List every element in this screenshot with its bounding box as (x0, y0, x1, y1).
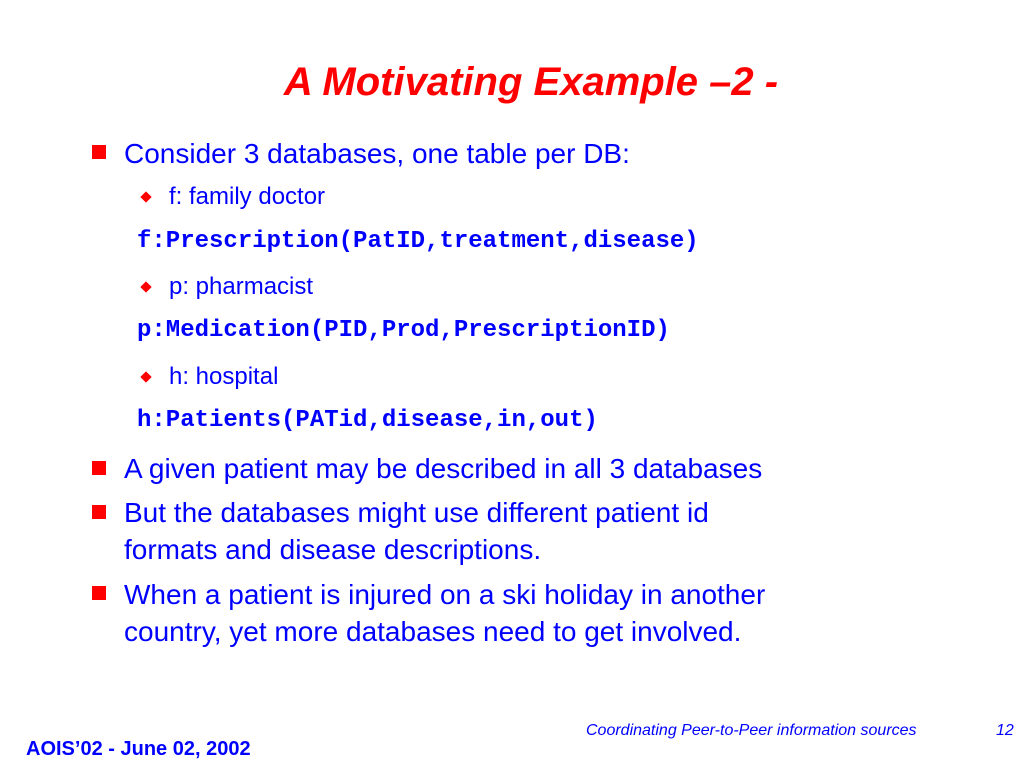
slide-title: A Motivating Example –2 - (283, 60, 779, 104)
bullet-text: A given patient may be described in all 3 databases (124, 453, 763, 484)
bullet-text: But the databases might use different patient id (124, 497, 709, 528)
footer-title: Coordinating Peer-to-Peer information sources (586, 722, 917, 739)
bullet-text: Consider 3 databases, one table per DB: (124, 138, 630, 169)
bullet-square-icon (92, 461, 106, 475)
sub-bullet-text: p: pharmacist (169, 273, 314, 300)
bullet-text: formats and disease descriptions. (124, 534, 542, 565)
bullet-diamond-icon (140, 281, 151, 292)
schema-code: f:Prescription(PatID,treatment,disease) (137, 228, 699, 255)
bullet-square-icon (92, 505, 106, 519)
page-number: 12 (996, 722, 1014, 739)
footer-conference: AOIS’02 - June 02, 2002 (26, 738, 251, 760)
sub-bullet-text: h: hospital (169, 363, 279, 390)
sub-bullet-text: f: family doctor (169, 183, 326, 210)
bullet-square-icon (92, 145, 106, 159)
schema-code: h:Patients(PATid,disease,in,out) (137, 407, 598, 434)
bullet-square-icon (92, 586, 106, 600)
schema-code: p:Medication(PID,Prod,PrescriptionID) (137, 317, 670, 344)
bullet-diamond-icon (140, 371, 151, 382)
bullet-diamond-icon (140, 191, 151, 202)
bullet-text: When a patient is injured on a ski holiday in another (124, 579, 766, 610)
bullet-text: country, yet more databases need to get involved. (124, 616, 742, 647)
